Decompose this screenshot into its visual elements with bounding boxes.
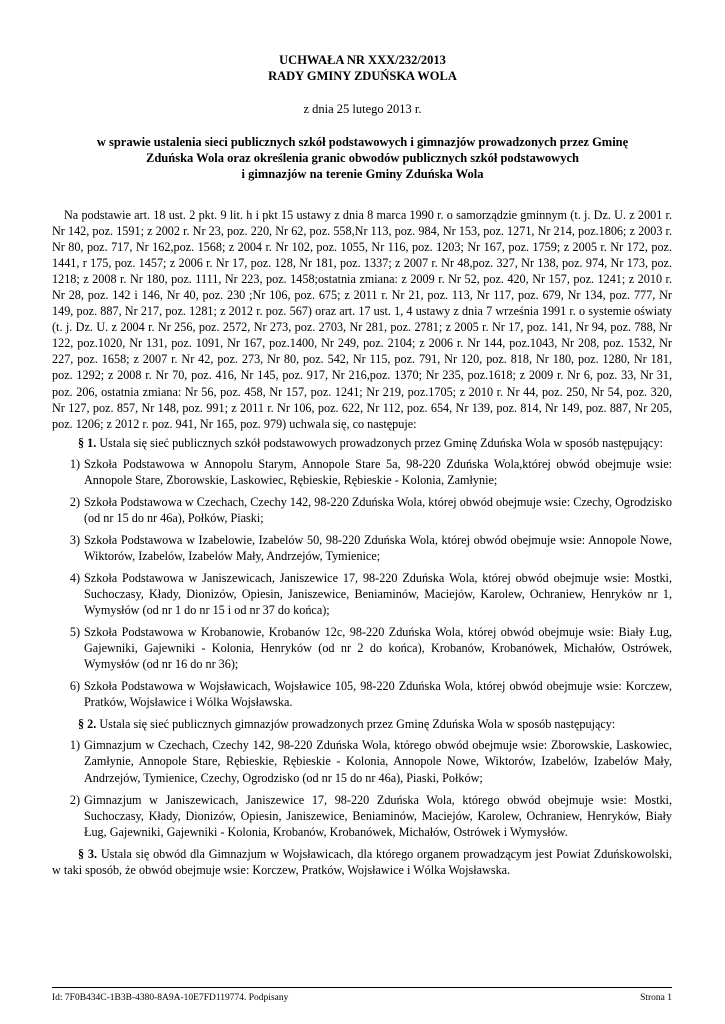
section-1-text: Ustala się sieć publicznych szkół podstawowych prowadzonych przez Gminę Zduńska Wola w sposób następujący:	[99, 435, 663, 450]
list-item-number: 1)	[69, 456, 80, 471]
section-1-list	[52, 456, 672, 711]
resolution-title	[0, 52, 725, 84]
subject-line-3: i gimnazjów na terenie Gminy Zduńska Wola	[241, 167, 484, 181]
title-line-2: RADY GMINY ZDUŃSKA WOLA	[268, 69, 457, 83]
section-3-label: § 3.	[78, 846, 98, 861]
list-item-text: Gimnazjum w Czechach, Czechy 142, 98-220 Zduńska Wola, którego obwód obejmuje wsie: Zborowskie, Laskowiec, Zamłynie, Annopole Stare, Rębieskie, Rębieskie - Kolonia, Annopole Nowe, Wiktorów, Izabelów, Izabelów Mały, Andrzejów, Tymienice, Czechy, Ogrodzisko (od nr 15 do nr 46a), Piaski, Połków;	[84, 738, 672, 785]
section-2-text: Ustala się sieć publicznych gimnazjów prowadzonych przez Gminę Zduńska Wola w sposób następujący:	[99, 717, 616, 732]
list-item	[52, 624, 672, 672]
section-1	[52, 435, 672, 711]
list-item-number: 2)	[69, 494, 80, 509]
list-item-text: Szkoła Podstawowa w Izabelowie, Izabelów 50, 98-220 Zduńska Wola, której obwód obejmuje wsie: Annopole Nowe, Wiktorów, Izabelów, Izabelów Mały, Andrzejów, Tymienice;	[84, 532, 672, 563]
section-1-label: § 1.	[78, 435, 97, 450]
section-2-intro	[52, 716, 672, 732]
list-item-number: 6)	[69, 679, 80, 694]
list-item	[52, 737, 672, 785]
list-item-number: 5)	[69, 625, 80, 640]
list-item-text: Szkoła Podstawowa w Krobanowie, Krobanów 12c, 98-220 Zduńska Wola, której obwód obejmuje wsie: Biały Ług, Gajewniki, Gajewniki - Kolonia, Henryków (od nr 2 do końca), Krobanów, Krobanówek, Michałów, Ostrówek, Wymysłów (od nr 16 do nr 36);	[84, 625, 672, 672]
list-item	[52, 494, 672, 526]
list-item-number: 1)	[69, 738, 80, 753]
section-2-list	[52, 737, 672, 839]
document-body	[52, 207, 672, 878]
document-id: Id: 7F0B434C-1B3B-4380-8A9A-10E7FD119774. Podpisany	[52, 993, 289, 1003]
resolution-subject	[70, 134, 655, 182]
list-item-number: 4)	[69, 570, 80, 585]
list-item-number: 3)	[69, 532, 80, 547]
list-item-text: Szkoła Podstawowa w Janiszewicach, Janiszewice 17, 98-220 Zduńska Wola, której obwód obejmuje wsie: Mostki, Suchoczasy, Kłady, Dionizów, Opiesin, Janiszewice, Beniaminów, Maciejów, Karolew, Ochraniew, Henryków nr 1, Wymysłów (od nr 1 do nr 15 i od nr 37 do końca);	[84, 570, 672, 618]
title-line-1: UCHWAŁA NR XXX/232/2013	[279, 53, 446, 67]
list-item	[52, 792, 672, 840]
section-3-text: Ustala się obwód dla Gimnazjum w Wojsławicach, dla którego organem prowadzącym jest Powiat Zduńskowolski, w taki sposób, że obwód obejmuje wsie: Korczew, Pratków, Wojsławice i Wólka Wojsławska.	[52, 846, 672, 877]
list-item-number: 2)	[69, 792, 80, 807]
footer-divider	[52, 987, 672, 988]
resolution-date: z dnia 25 lutego 2013 r.	[303, 102, 422, 116]
list-item-text: Gimnazjum w Janiszewicach, Janiszewice 17, 98-220 Zduńska Wola, którego obwód obejmuje wsie: Mostki, Suchoczasy, Kłady, Dionizów, Opiesin, Janiszewice, Beniaminów, Maciejów, Karolew, Ochraniew, Henryków, Biały Ług, Gajewniki, Gajewniki - Kolonia, Krobanów, Krobanówek, Michałów, Ostrówek i Wymysłów.	[84, 792, 672, 839]
list-item	[52, 456, 672, 488]
list-item	[52, 678, 672, 710]
section-2-label: § 2.	[78, 717, 97, 732]
list-item	[52, 532, 672, 564]
subject-line-1: w sprawie ustalenia sieci publicznych szkół podstawowych i gimnazjów prowadzonych przez Gminę	[96, 135, 629, 149]
section-3	[52, 846, 672, 878]
list-item-text: Szkoła Podstawowa w Czechach, Czechy 142, 98-220 Zduńska Wola, której obwód obejmuje wsie: Czechy, Ogrodzisko (od nr 15 do nr 46a), Połków, Piaski;	[84, 494, 672, 525]
page-number: Strona 1	[640, 993, 672, 1003]
page-footer	[52, 992, 672, 1004]
preamble-paragraph: Na podstawie art. 18 ust. 2 pkt. 9 lit. h i pkt 15 ustawy z dnia 8 marca 1990 r. o samorządzie gminnym (t. j. Dz. U. z 2001 r. Nr 142, poz. 1591; z 2002 r. Nr 23, poz. 220, Nr 62, poz. 558,Nr 113, poz. 984, Nr 153, poz. 1271, Nr 214, poz.1806; z 2003 r. Nr 80, poz. 717, Nr 162,poz. 1568; z 2004 r. Nr 102, poz. 1055, Nr 116, poz. 1203; Nr 167, poz. 1759; z 2005 r. Nr 172, poz. 1441, r 175, poz. 1457; z 2006 r. Nr 17, poz. 128, Nr 181, poz. 1337; z 2007 r. Nr 48,poz. 327, Nr 138, poz. 974, Nr 173, poz. 1218; z 2008 r. Nr 180, poz. 1111, Nr 223, poz. 1458;ostatnia zmiana: z 2009 r. Nr 52, poz. 420, Nr 157, poz. 1241; z 2010 r. Nr 28, poz. 142 i 146, Nr 40, poz. 230 ;Nr 106, poz. 675; z 2011 r. Nr 21, poz. 113, Nr 117, poz. 679, Nr 134, poz. 777, Nr 149, poz. 887, Nr 217, poz. 1281; z 2012 r. poz. 567) oraz art. 17 ust. 1, 4 ustawy z dnia 7 września 1991 r. o systemie oświaty (t. j. Dz. U. z 2004 r. Nr 256, poz. 2572, Nr 273, poz. 2703, Nr 281, poz. 2781; z 2005 r. Nr 17, poz. 141, Nr 94, poz. 788, Nr 122, poz.1020, Nr 131, poz. 1091, Nr 167, poz.1400, Nr 249, poz. 2104; z 2006 r. Nr 144, poz.1043, Nr 208, poz. 1532, Nr 227, poz. 1658; z 2007 r. Nr 42, poz. 273, Nr 80, poz. 542, Nr 115, poz. 791, Nr 120, poz. 818, Nr 180, poz. 1280, Nr 181, poz. 1292; z 2008 r. Nr 70, poz. 416, Nr 145, poz. 917, Nr 216,poz. 1370; Nr 235, poz.1618; z 2009 r. Nr 6, poz. 33, Nr 31, poz. 206, ostatnia zmiana: Nr 56, poz. 458, Nr 157, poz. 1241; Nr 219, poz.1705; z 2010 r. Nr 44, poz. 250, Nr 54, poz. 320, Nr 127, poz. 857, Nr 148, poz. 991; z 2011 r. Nr 106, poz. 622, Nr 112, poz. 654, Nr 139, poz. 814, Nr 149, poz. 887, Nr 205, poz. 1206; z 2012 r. poz. 941, Nr 165, poz. 979) uchwala się, co następuje:	[52, 208, 672, 431]
list-item	[52, 570, 672, 618]
section-2	[52, 716, 672, 839]
list-item-text: Szkoła Podstawowa w Annopolu Starym, Annopole Stare 5a, 98-220 Zduńska Wola,której obwód obejmuje wsie: Annopole Stare, Zborowskie, Laskowiec, Rębieskie, Rębieskie - Kolonia, Zamłynie;	[84, 456, 672, 487]
subject-line-2: Zduńska Wola oraz określenia granic obwodów publicznych szkół podstawowych	[146, 151, 579, 165]
list-item-text: Szkoła Podstawowa w Wojsławicach, Wojsławice 105, 98-220 Zduńska Wola, której obwód obejmuje wsie: Korczew, Pratków, Wojsławice i Wólka Wojsławska.	[84, 679, 672, 710]
section-1-intro	[52, 435, 672, 451]
section-3-intro	[52, 846, 672, 878]
